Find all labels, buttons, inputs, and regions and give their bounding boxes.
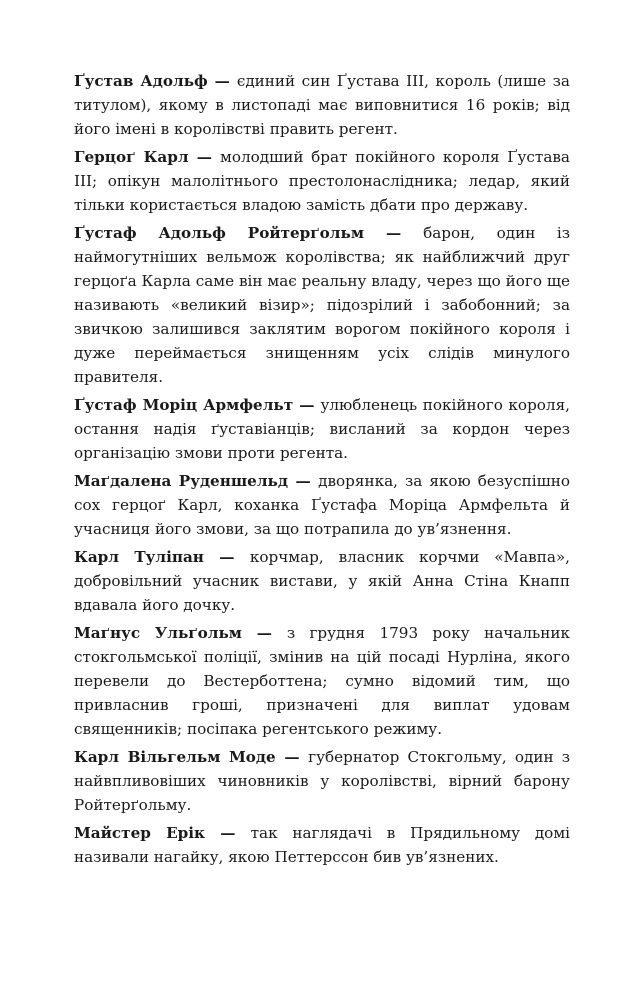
entry-description: молодший брат покійного короля Ґустава ІІІ; опікун малолітнього престолонаслідника; ледар, який тільки користається владою замість дбати про державу.	[74, 148, 570, 214]
entry-reuterholm	[74, 221, 570, 389]
entry-dash: —	[287, 472, 319, 490]
entry-dash: —	[242, 624, 287, 642]
entry-gustav-adolf	[74, 69, 570, 141]
entry-description: корчмар, власник корчми «Мавпа», добровільний учасник вистави, у якій Анна Стіна Кнапп вдавала його дочку.	[74, 548, 570, 614]
entry-ulholm	[74, 621, 570, 741]
entry-name: Маґдалена Руденшельд	[74, 472, 288, 490]
entry-dash: —	[203, 548, 250, 566]
entry-name: Ґустаф Адольф Ройтерґольм	[74, 224, 365, 242]
entry-name: Ґустав Адольф	[74, 72, 208, 90]
entry-name: Майстер Ерік	[74, 824, 206, 842]
entry-name: Герцоґ Карл	[74, 148, 189, 166]
entry-description: барон, один із наймогутніших вельмож королівства; як найближчий друг герцоґа Карла саме він має реальну владу, через що його ще називають «великий візир»; підозрілий і забобонний; за звичкою залишився заклятим ворогом покійного короля і дуже переймається знищенням усіх слідів минулого правителя.	[74, 224, 570, 386]
entry-description: улюбленець покійного короля, остання надія ґуставіанців; висланий за кордон через організацію змови проти регента.	[74, 396, 570, 462]
entry-rudenschold	[74, 469, 570, 541]
entry-tulipan	[74, 545, 570, 617]
entry-description: так наглядачі в Прядильному домі називали нагайку, якою Петтерссон бив ув’язнених.	[74, 824, 570, 866]
entry-dash: —	[364, 224, 424, 242]
entry-mode	[74, 745, 570, 817]
entry-dash: —	[293, 396, 321, 414]
entry-name: Маґнус Ульґольм	[74, 624, 242, 642]
entry-description: єдиний син Ґустава ІІІ, король (лише за титулом), якому в листопаді має виповнитися 16 років; від його імені в королівстві править регент.	[74, 72, 570, 138]
entry-name: Карл Туліпан	[74, 548, 204, 566]
entry-duke-karl	[74, 145, 570, 217]
character-list	[74, 69, 570, 873]
entry-dash: —	[205, 824, 251, 842]
entry-description: губернатор Стокгольму, один з найвпливовіших чиновників у королівстві, вірний барону Ройтерґольму.	[74, 748, 570, 814]
entry-dash: —	[275, 748, 309, 766]
entry-dash: —	[207, 72, 237, 90]
entry-name: Ґустаф Моріц Армфельт	[74, 396, 294, 414]
entry-description: дворянка, за якою безуспішно сох герцоґ Карл, коханка Ґустафа Моріца Армфельта й учасниця його змови, за що потрапила до ув’язнення.	[74, 472, 570, 538]
entry-name: Карл Вільгельм Моде	[74, 748, 276, 766]
entry-armfelt	[74, 393, 570, 465]
entry-master-erik	[74, 821, 570, 869]
entry-dash: —	[188, 148, 221, 166]
entry-description: з грудня 1793 року начальник стокгольмської поліції, змінив на цій посаді Нурліна, якого перевели до Вестерботтена; сумно відомий тим, що привласнив гроші, призначені для виплат удовам священників; посіпака регентського режиму.	[74, 624, 571, 738]
